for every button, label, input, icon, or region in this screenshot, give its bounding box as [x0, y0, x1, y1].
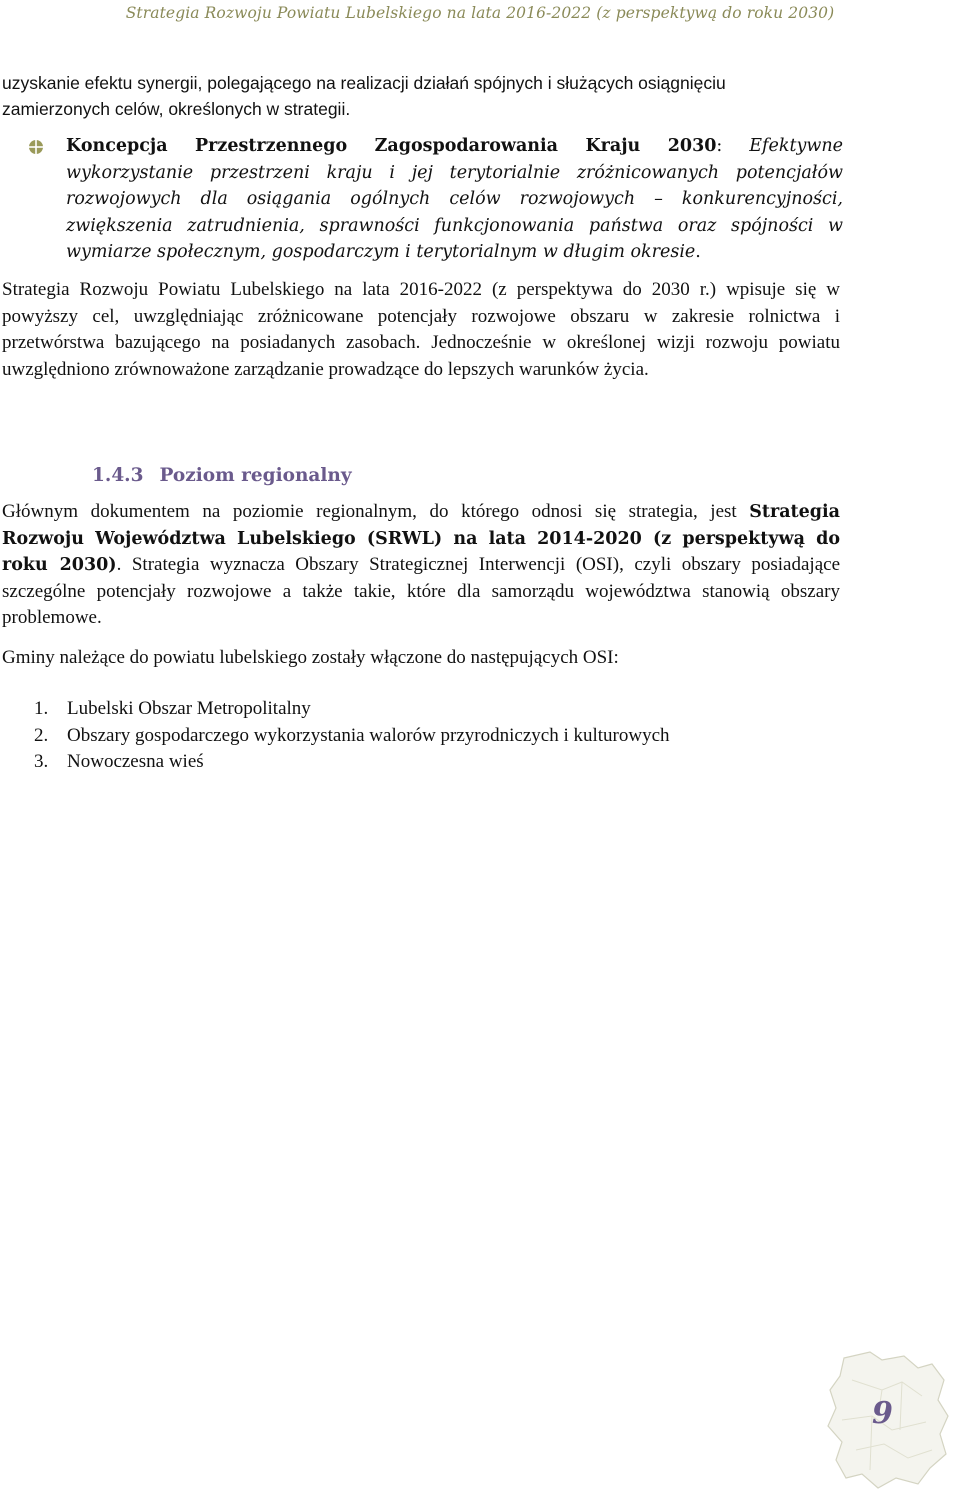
- strategy-paragraph: Strategia Rozwoju Powiatu Lubelskiego na lata 2016-2022 (z perspektywa do 2030 r.) wpisuje się w powyższy cel, uwzględniając zróżnicowane potencjały rozwojowe obszaru w zakresie rolnictwa i przetwórstwa bazującego na posiadanych zasobach. Jednocześnie w określonej wizji rozwoju powiatu uwzględniono zrównoważone zarządzanie prowadzące do lepszych warunków życia.: [2, 279, 840, 380]
- bullet-colon: :: [716, 136, 750, 156]
- list-item-number: 3.: [34, 751, 49, 772]
- bullet-icon: [28, 139, 44, 155]
- bullet-item-kpzk: [28, 133, 843, 266]
- bullet-end: .: [695, 242, 701, 262]
- list-item: [34, 723, 670, 750]
- intro-paragraph: uzyskanie efektu synergii, polegającego na realizacji działań spójnych i służących osiągnięciu zamierzonych celów, określonych w strategii.: [2, 73, 726, 119]
- list-item-label: Obszary gospodarczego wykorzystania walorów przyrodniczych i kulturowych: [67, 724, 670, 746]
- bullet-title: Koncepcja Przestrzennego Zagospodarowania Kraju 2030: [66, 136, 717, 156]
- regional-lead: Głównym dokumentem na poziomie regionalnym, do którego odnosi się strategia, jest: [2, 501, 750, 522]
- bullet-description: Efektywne wykorzystanie przestrzeni kraju i jej terytorialnie zróżnicowanych potencjałów rozwojowych dla osiągania ogólnych celów rozwojowych – konkurencyjności, zwiększenia zatrudnienia, sprawności funkcjonowania państwa oraz spójności w wymiarze społecznym, gospodarczym i terytorialnym w długim okresie: [66, 136, 843, 262]
- regional-rest: . Strategia wyznacza Obszary Strategicznej Interwencji (OSI), czyli obszary posiadające szczególne potencjały rozwojowe a także takie, które dla samorządu województwa stanowią obszary problemowe.: [2, 554, 841, 628]
- list-item-number: 2.: [34, 724, 49, 746]
- list-item-label: Nowoczesna wieś: [67, 751, 204, 772]
- section-title: Poziom regionalny: [159, 465, 352, 486]
- section-number: 1.4.3: [92, 465, 144, 486]
- page-number: 9: [872, 1396, 893, 1431]
- section-heading: [92, 465, 352, 486]
- osi-intro-paragraph: Gminy należące do powiatu lubelskiego zostały włączone do następujących OSI:: [2, 647, 619, 668]
- regional-paragraph: [2, 499, 840, 632]
- list-item: [34, 696, 670, 723]
- osi-list: [34, 696, 670, 776]
- srwl-name: Strategia Rozwoju Województwa Lubelskiego (SRWL) na lata 2014-2020 (z perspektywą do roku 2030): [2, 502, 840, 575]
- list-item-label: Lubelski Obszar Metropolitalny: [67, 698, 311, 719]
- list-item: [34, 749, 670, 776]
- running-header: Strategia Rozwoju Powiatu Lubelskiego na lata 2016-2022 (z perspektywą do roku 2030): [125, 4, 835, 22]
- list-item-number: 1.: [34, 698, 49, 719]
- bullet-text: [66, 133, 843, 266]
- page-footer-map: [822, 1350, 952, 1490]
